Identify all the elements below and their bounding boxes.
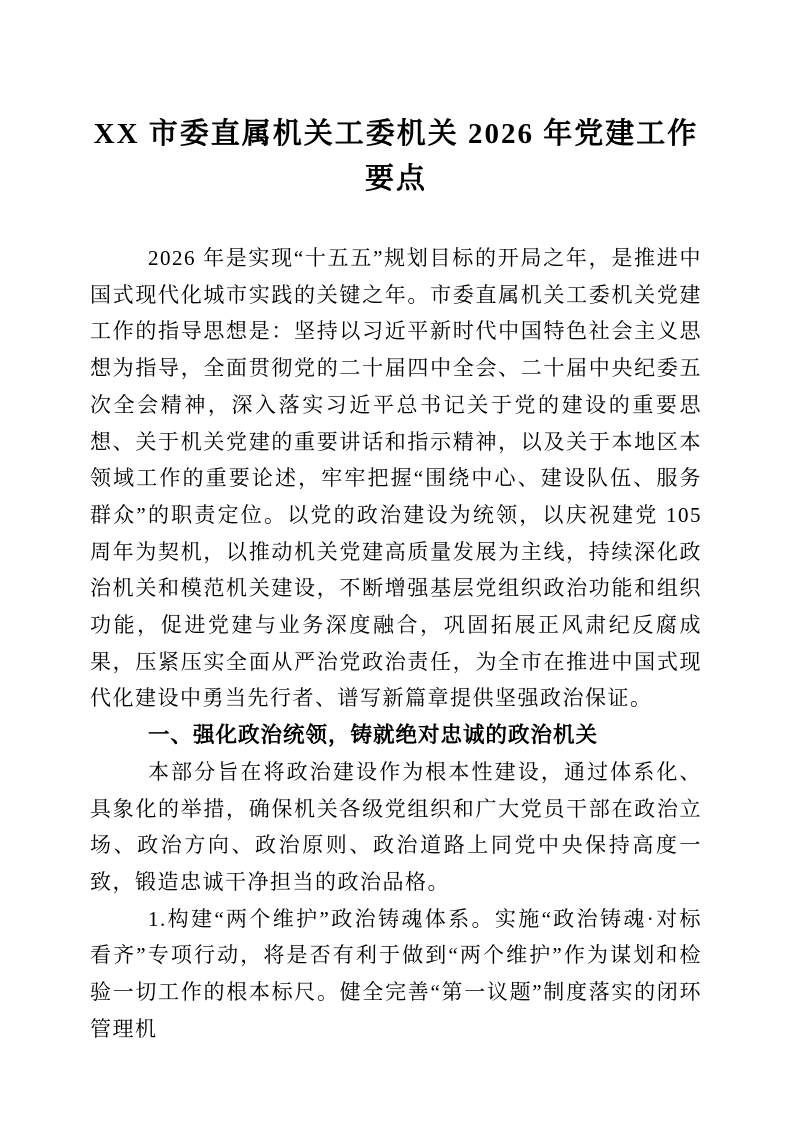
paragraph-section-overview: 本部分旨在将政治建设作为根本性建设，通过体系化、具象化的举措，确保机关各级党组织和广大党员干部在政治立场、政治方向、政治原则、政治道路上同党中央保持高度一致，锻造忠诚干净担当的政治品格。 bbox=[90, 759, 702, 894]
paragraph-intro: 2026 年是实现“十五五”规划目标的开局之年，是推进中国式现代化城市实践的关键之年。市委直属机关工委机关党建工作的指导思想是：坚持以习近平新时代中国特色社会主义思想为指导，全面贯彻党的二十届四中全会、二十届中央纪委五次全会精神，深入落实习近平总书记关于党的建设的重要思想、关于机关党建的重要讲话和指示精神，以及关于本地区本领域工作的重要论述，牢牢把握“围绕中心、建设队伍、服务群众”的职责定位。以党的政治建设为统领，以庆祝建党 105 周年为契机，以推动机关党建高质量发展为主线，持续深化政治机关和模范机关建设，不断增强基层党组织政治功能和组织功能，促进党建与业务深度融合，巩固拓展正风肃纪反腐成果，压紧压实全面从严治党政治责任，为全市在推进中国式现代化建设中勇当先行者、谱写新篇章提供坚强政治保证。 bbox=[90, 246, 702, 711]
section-heading-1: 一、强化政治统领，铸就绝对忠诚的政治机关 bbox=[148, 723, 599, 748]
paragraph-item-1: 1.构建“两个维护”政治铸魂体系。实施“政治铸魂·对标看齐”专项行动，将是否有利于做到“两个维护”作为谋划和检验一切工作的根本标尺。健全完善“第一议题”制度落实的闭环管理机 bbox=[90, 906, 702, 1041]
document-title: XX 市委直属机关工委机关 2026 年党建工作要点 bbox=[93, 118, 699, 195]
